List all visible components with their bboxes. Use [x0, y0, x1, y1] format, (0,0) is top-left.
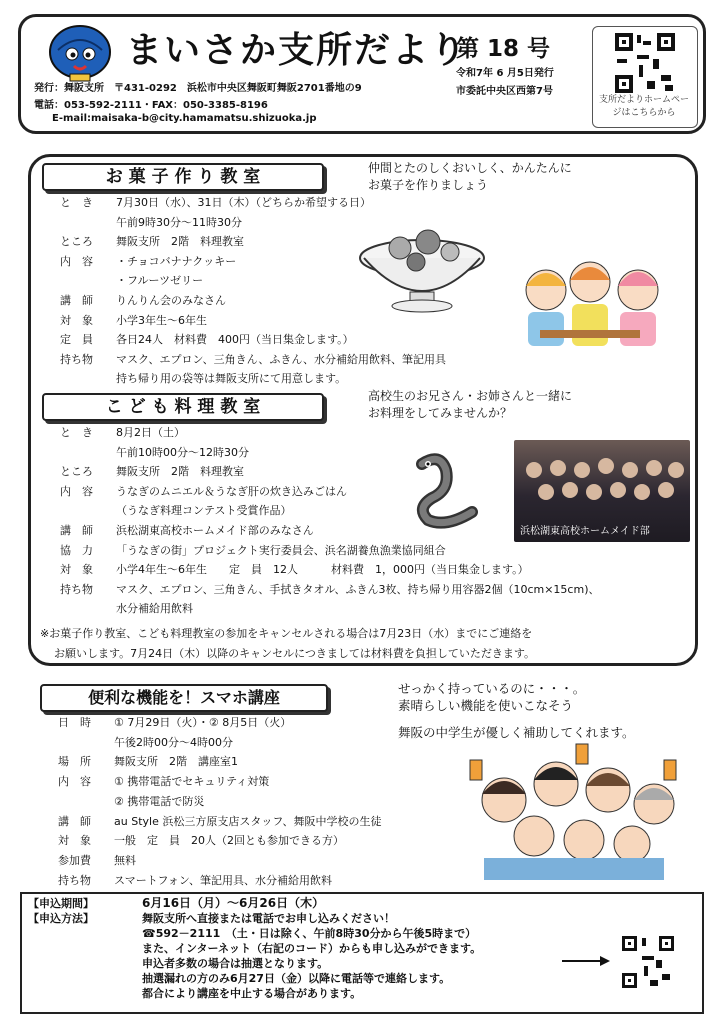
sweets-row-value: りんりん会のみなさん: [116, 294, 226, 307]
sweets-speech-line: お菓子を作りましょう: [368, 178, 489, 192]
cooking-row: [60, 463, 244, 479]
smartphone-row-value: 一般 定 員 20人（2回とも参加できる方）: [114, 834, 344, 848]
method-line: 申込者多数の場合は抽選となります。: [142, 957, 329, 970]
smartphone-row-label: 持ち物: [58, 873, 91, 887]
cooking-row: [60, 561, 529, 577]
qr-caption: 支所だよりホームページはこちらから: [598, 95, 689, 118]
sweets-row: [60, 272, 203, 288]
method-line: また、インターネット（右記のコード）からも申し込みができます。: [142, 942, 482, 955]
sweets-row: [60, 214, 242, 230]
eel-mascot-icon: [402, 450, 492, 530]
method-line: 都合により講座を中止する場合があります。: [142, 987, 362, 1000]
issue-number: 第 18 号: [456, 36, 551, 62]
cooking-row: [60, 600, 193, 616]
smartphone-row: [58, 714, 291, 730]
sweets-row-label: ところ: [60, 235, 93, 249]
phone-number[interactable]: ☎592－2111 （土・日は除く、午前8時30分から午後5時まで）: [142, 927, 477, 940]
cooking-row-value: 午前10時00分～12時30分: [116, 445, 249, 459]
smartphone-row: [58, 793, 204, 809]
sweets-row-label: 対 象: [60, 313, 93, 327]
cooking-row-value: 水分補給用飲料: [116, 602, 193, 616]
smartphone-row-value: 無料: [114, 853, 136, 867]
arrow-right-icon: [560, 954, 612, 968]
sweets-row-label: 講 師: [60, 294, 93, 307]
cooking-row-label: [60, 502, 116, 518]
sweets-row-value: 午前9時30分～11時30分: [116, 215, 242, 229]
smartphone-row-label: [58, 793, 114, 809]
cooking-row-label: [60, 444, 116, 460]
sweets-row-value: 持ち帰り用の袋等は舞阪支所にて用意します。: [116, 372, 347, 386]
smartphone-row-label: 参加費: [58, 853, 91, 867]
mascot-shell-icon: [40, 20, 120, 82]
cooking-row: [60, 581, 599, 597]
cooking-row-value: マスク、エプロン、三角きん、手拭きタオル、ふきん3枚、持ち帰り用容器2個（10cm×15cm)、: [116, 582, 600, 596]
sweets-row-label: [60, 272, 116, 288]
sweets-row: [60, 292, 226, 308]
smartphone-row-value: ② 携帯電話で防災: [114, 794, 205, 808]
cooking-speech: [368, 388, 572, 422]
distribution-number: 市委託中央区西第7号: [456, 86, 553, 97]
smartphone-row-label: 内 容: [58, 775, 91, 789]
cooking-row-value: 舞阪支所 2階 料理教室: [116, 465, 244, 479]
qr-code-icon[interactable]: [613, 31, 677, 95]
sweets-row-value: マスク、エプロン、三角きん、ふきん、水分補給用飲料、筆記用具: [116, 352, 446, 366]
sweets-row: [60, 331, 354, 347]
smartphone-row: [58, 773, 269, 789]
newsletter-title: まいさか支所だより: [126, 30, 469, 71]
sweets-row: [60, 370, 346, 386]
sweets-row-value: 7月30日（水）、31日（木）（どちらか希望する日）: [116, 196, 371, 209]
smartphone-row-label: 講 師: [58, 814, 91, 828]
sweets-row-value: 各日24人 材料費 400円（当日集金します。）: [116, 333, 354, 347]
cooking-row-label: [60, 600, 116, 616]
sweets-speech: [368, 160, 572, 194]
smartphone-row-label: 場 所: [58, 755, 91, 769]
sweets-row: [60, 233, 244, 249]
cooking-row: [60, 522, 314, 538]
method-line: 抽選漏れの方のみ6月27日（金）以降に電話等で連絡します。: [142, 972, 451, 985]
application-method: [142, 911, 481, 1001]
smartphone-row: [58, 852, 136, 868]
sweets-row-label: [60, 370, 116, 386]
smartphone-row: [58, 753, 238, 769]
cooking-row-value: 浜松湖東高校ホームメイド部のみなさん: [116, 524, 314, 537]
photo-caption: 浜松湖東高校ホームメイド部: [520, 526, 650, 537]
sweets-row: [60, 351, 446, 367]
sweets-row-label: [60, 214, 116, 230]
notice-line: ※お菓子作り教室、こども料理教室の参加をキャンセルされる場合は7月23日（水）までにご連絡を: [40, 627, 533, 640]
sweets-row-value: 小学3年生～6年生: [116, 313, 207, 327]
sweets-row-value: 舞阪支所 2階 料理教室: [116, 235, 244, 249]
email-line: E-mail:maisaka-b@city.hamamatsu.shizuoka.jp: [52, 113, 317, 124]
smartphone-row: [58, 832, 344, 848]
smartphone-row-label: [58, 734, 114, 750]
cooking-row-value: （うなぎ料理コンテスト受賞作品）: [116, 504, 292, 518]
cooking-speech-line: 高校生のお兄さん・お姉さんと一緒に: [368, 389, 573, 403]
cooking-class-title: こ ど も 料 理 教 室: [42, 393, 324, 421]
cooking-row-value: 小学4年生～6年生 定 員 12人 材料費 1，000円（当日集金します。）: [116, 563, 529, 577]
sweets-row-value: ・フルーツゼリー: [116, 274, 204, 288]
issue-date: 令和7年 6 月5日発行: [456, 68, 554, 79]
cooking-row-value: うなぎのムニエル＆うなぎ肝の炊き込みごはん: [116, 484, 347, 498]
smartphone-speech-line: せっかく持っているのに・・・。: [398, 681, 586, 696]
people-with-phones-illustration: [464, 740, 686, 880]
smartphone-row: [58, 872, 332, 888]
smartphone-speech-line: 舞阪の中学生が優しく補助してくれます。: [398, 725, 635, 740]
fruit-jelly-illustration: [352, 206, 492, 316]
cooking-row-label: 講 師: [60, 524, 93, 537]
smartphone-row-label: 日 時: [58, 716, 91, 729]
method-label: 【申込方法】: [28, 912, 94, 925]
smartphone-row-value: au Style 浜松三方原支店スタッフ、舞阪中学校の生徒: [114, 814, 382, 828]
smartphone-row-label: 対 象: [58, 834, 91, 848]
sweets-row-label: と き: [60, 196, 93, 209]
application-period: 6月16日（月）～6月26日（木）: [142, 896, 325, 910]
smartphone-speech-line: 素晴らしい機能を使いこなそう: [398, 698, 574, 713]
cooking-row: [60, 502, 292, 518]
smartphone-row-value: スマートフォン、筆記用具、水分補給用飲料: [114, 873, 333, 887]
sweets-row-label: 持ち物: [60, 352, 93, 366]
cooking-row: [60, 424, 185, 440]
sweets-row: [60, 312, 207, 328]
smartphone-row-value: 午後2時00分～4時00分: [114, 735, 233, 749]
smartphone-row: [58, 813, 381, 829]
sweets-row-label: 定 員: [60, 333, 93, 347]
smartphone-row-value: ① 携帯電話でセキュリティ対策: [114, 775, 270, 789]
cooking-speech-line: お料理をしてみませんか？: [368, 406, 513, 420]
smartphone-class-title: 便利な機能を！スマホ講座: [40, 684, 328, 712]
cooking-row-value: 8月2日（土）: [116, 426, 185, 439]
sweets-row: [60, 253, 236, 269]
cooking-row-value: 「うなぎの街」プロジェクト実行委員会、浜名湖養魚漁業協同組合: [116, 543, 446, 557]
application-qr-code-icon[interactable]: [620, 934, 676, 990]
cooking-row-label: 協 力: [60, 543, 93, 557]
phone-line: 電話：053-592-2111・FAX：050-3385-8196: [34, 100, 268, 111]
cancellation-notice: [40, 624, 535, 664]
smartphone-row: [58, 734, 233, 750]
sender-address: [34, 80, 362, 114]
smartphone-row-value: 舞阪支所 2階 講座室1: [114, 755, 238, 769]
cooking-row-label: 持ち物: [60, 582, 93, 596]
sweets-row-value: ・チョコバナナクッキー: [116, 254, 237, 268]
cooking-row-label: 対 象: [60, 563, 93, 577]
cooking-row-label: 内 容: [60, 484, 93, 498]
sender-line: 発行：舞阪支所 〒431-0292 浜松市中央区舞阪町舞阪2701番地の9: [34, 83, 362, 94]
smartphone-speech: [398, 680, 635, 741]
cooking-row-label: と き: [60, 426, 93, 439]
sweets-speech-line: 仲間とたのしくおいしく、かんたんに: [368, 161, 572, 175]
notice-line: お願いします。7月24日（木）以降のキャンセルにつきましては材料費を負担していただきます。: [54, 647, 536, 660]
cooking-row: [60, 483, 347, 499]
sweets-row: [60, 194, 371, 210]
cooking-row: [60, 444, 249, 460]
sweets-class-title: お 菓 子 作 り 教 室: [42, 163, 324, 191]
kids-baking-illustration: [518, 250, 668, 350]
method-line: 舞阪支所へ直接または電話でお申し込みください！: [142, 912, 395, 925]
cooking-row-label: ところ: [60, 465, 93, 479]
sweets-row-label: 内 容: [60, 254, 93, 268]
smartphone-row-value: ① 7月29日（火）・② 8月5日（火）: [114, 716, 292, 729]
cooking-row: [60, 542, 446, 558]
period-label: 【申込期間】: [28, 897, 94, 910]
